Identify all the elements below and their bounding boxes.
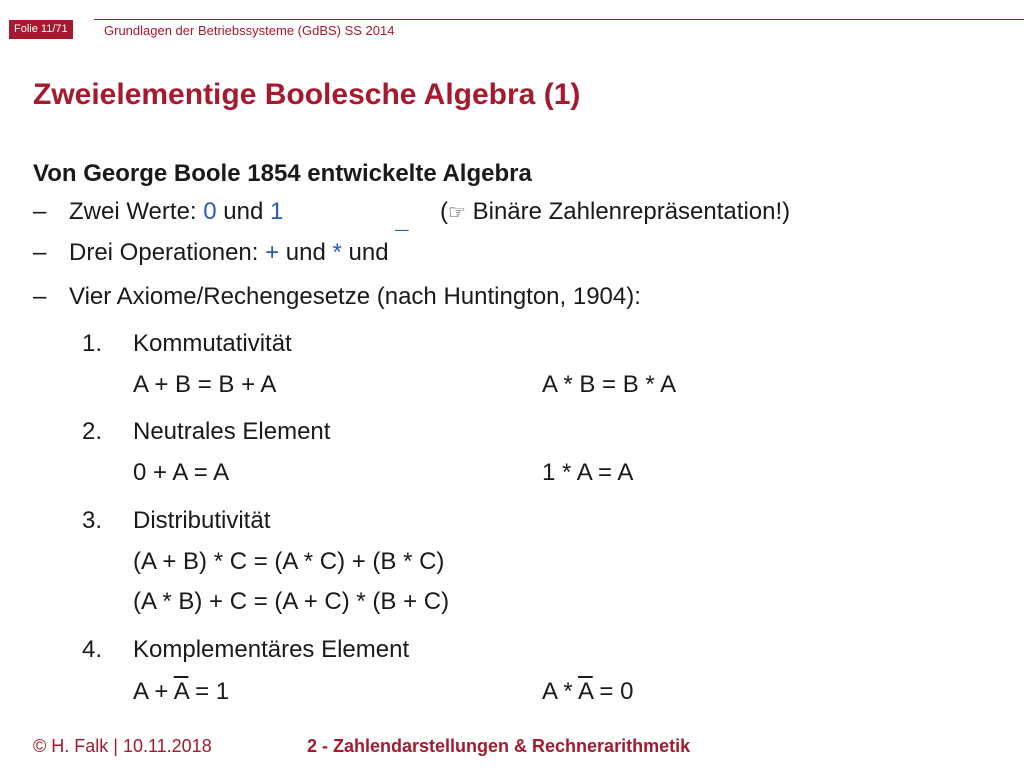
pointing-hand-icon: ☞	[448, 202, 466, 224]
footer-chapter: 2 - Zahlendarstellungen & Rechnerarithmetik	[307, 736, 691, 756]
formula-left: A + B = B + A	[133, 371, 277, 398]
bullet-text: Vier Axiome/Rechengesetze (nach Huntington, 1904):	[69, 283, 641, 310]
formula-left: $A + \overline{A} = 1$	[133, 678, 230, 705]
bullet-text: Zwei Werte: 0 und 1	[69, 198, 284, 225]
formula-right: A * B = B * A	[542, 371, 677, 398]
formula-left: (A + B) * C = (A * C) + (B * C)	[133, 548, 445, 575]
formula-right: $A * \overline{A} = 0$	[542, 678, 634, 705]
bullet-note: (☞ Binäre Zahlenrepräsentation!)	[440, 198, 791, 225]
course-title: Grundlagen der Betriebssysteme (GdBS) SS 2014	[104, 23, 395, 38]
formula-left: 0 + A = A	[133, 459, 230, 486]
intro-heading: Von George Boole 1854 entwickelte Algebra	[33, 160, 532, 187]
formula-right: 1 * A = A	[542, 459, 634, 486]
complement-a: $\overline{A}$	[173, 678, 189, 705]
complement-a: $\overline{A}$	[578, 678, 593, 705]
bullet-text: Drei Operationen: + und * und ¯	[69, 227, 409, 266]
formula-left: (A * B) + C = (A + C) * (B + C)	[133, 588, 450, 615]
footer-author: © H. Falk | 10.11.2018	[33, 736, 212, 756]
slide-title: Zweielementige Boolesche Algebra (1)	[33, 78, 581, 111]
bullet-dash: –	[33, 239, 47, 266]
bullet-dash: –	[33, 198, 47, 225]
bullet-dash: –	[33, 283, 47, 310]
header-rule	[94, 19, 1024, 20]
slide-number-badge: Folie 11/71	[9, 20, 73, 39]
